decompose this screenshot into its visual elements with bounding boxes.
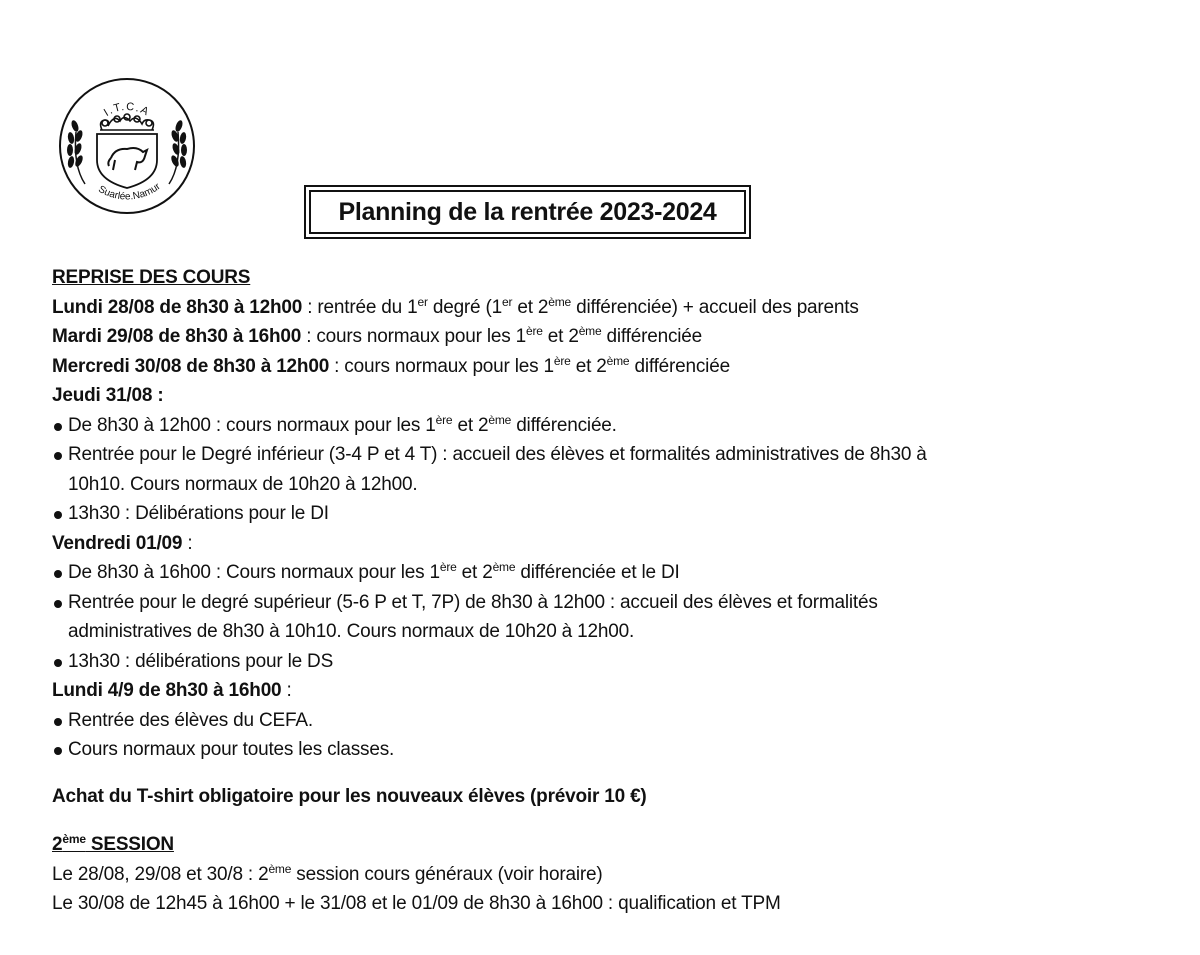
wheat-left-icon [67,119,85,184]
lundi4-item-1: Rentrée des élèves du CEFA. [52,706,1172,736]
crest-shield-icon [97,134,157,188]
vendredi-item-2 [52,588,1172,647]
jeudi-item-1-text: De 8h30 à 12h00 : cours normaux pour les 1 [68,414,436,436]
jeudi-item-1-sup: ème [488,412,512,427]
jeudi-label: Jeudi 31/08 : [52,385,164,406]
mercredi-label: Mercredi 30/08 de 8h30 à 12h00 [52,355,330,377]
mardi-text: différenciée [601,326,703,347]
vendredi-item-1-text: De 8h30 à 16h00 : Cours normaux pour les 1 [68,562,440,583]
session-heading-text: SESSION [85,834,174,855]
svg-text:I.T.C.A [102,101,152,119]
lundi-text: : rentrée du 1 [302,296,418,318]
session-heading [52,830,1172,860]
wheat-right-icon [169,119,187,184]
lundi4-colon: : [281,680,292,701]
jeudi-item-1 [52,411,1172,441]
lundi-sup: er [502,294,513,309]
logo-bottom-text: Suarlée.Namur [96,181,163,203]
document-body [52,263,1172,919]
vendredi-item-2-line-1: Rentrée pour le degré supérieur (5-6 P et T, 7P) de 8h30 à 12h00 : accueil des élèves et formalités [68,591,878,613]
lundi4-line [52,676,1172,706]
jeudi-item-2-line-1: Rentrée pour le Degré inférieur (3-4 P et 4 T) : accueil des élèves et formalités administratives de 8h30 à [68,444,927,465]
vendredi-line [52,529,1172,559]
vendredi-label: Vendredi 01/09 [52,532,183,554]
mercredi-text: et 2 [570,355,607,377]
jeudi-item-2 [52,440,1172,499]
mercredi-text: : cours normaux pour les 1 [329,355,554,377]
reprise-heading: REPRISE DES COURS [52,267,251,288]
session-line-1-text: Le 28/08, 29/08 et 30/8 : 2 [52,863,269,885]
lundi4-item-2: Cours normaux pour toutes les classes. [52,735,1172,765]
mercredi-text: différenciée [629,355,730,377]
logo-top-text: I.T.C.A [101,100,152,119]
lundi4-label: Lundi 4/9 de 8h30 à 16h00 [52,680,282,701]
mardi-text: : cours normaux pour les 1 [301,326,526,347]
session-heading-sup: ème [62,832,86,846]
vendredi-item-2-line-2: administratives de 8h30 à 10h10. Cours normaux de 10h20 à 12h00. [68,621,635,642]
session-line-1 [52,860,1172,890]
school-logo [57,76,197,216]
mercredi-line [52,352,1172,382]
session-line-1-sup: ème [268,861,292,876]
svg-text:Suarlée.Namur [96,181,163,203]
title-box [304,185,751,239]
vendredi-item-1-sup: ère [439,560,457,574]
vendredi-colon: : [182,532,193,554]
jeudi-item-1-text: différenciée. [511,414,617,436]
lundi-line [52,293,1172,323]
mardi-line [52,322,1172,352]
mardi-text: et 2 [542,326,579,347]
jeudi-item-3: 13h30 : Délibérations pour le DI [52,499,1172,529]
lundi-sup: ème [548,294,572,309]
jeudi-item-2-line-2: 10h10. Cours normaux de 10h20 à 12h00. [68,473,418,495]
vendredi-item-1-sup: ème [492,560,516,574]
vendredi-item-1-text: et 2 [456,562,493,583]
lundi-text: différenciée) + accueil des parents [571,296,859,318]
lundi-label: Lundi 28/08 de 8h30 à 12h00 [52,296,303,318]
jeudi-item-1-sup: ère [435,412,453,427]
vendredi-item-1 [52,558,1172,588]
mardi-sup: ère [525,324,543,338]
tshirt-notice: Achat du T-shirt obligatoire pour les nouveaux élèves (prévoir 10 €) [52,785,647,807]
mercredi-sup: ème [606,353,630,368]
session-line-1-text: session cours généraux (voir horaire) [291,863,603,885]
lundi-sup: er [417,294,428,309]
vendredi-item-1-text: différenciée et le DI [515,562,680,583]
mardi-label: Mardi 29/08 de 8h30 à 16h00 [52,326,302,347]
mercredi-sup: ère [553,353,571,368]
session-heading-num: 2 [52,834,63,855]
mardi-sup: ème [578,324,602,338]
lundi-text: et 2 [512,296,549,318]
session-line-2: Le 30/08 de 12h45 à 16h00 + le 31/08 et le 01/09 de 8h30 à 16h00 : qualification et TPM [52,893,781,914]
vendredi-item-3: 13h30 : délibérations pour le DS [52,647,1172,677]
lundi-text: degré (1 [427,296,502,318]
jeudi-item-1-text: et 2 [452,414,489,436]
page-title: Planning de la rentrée 2023-2024 [338,197,717,226]
